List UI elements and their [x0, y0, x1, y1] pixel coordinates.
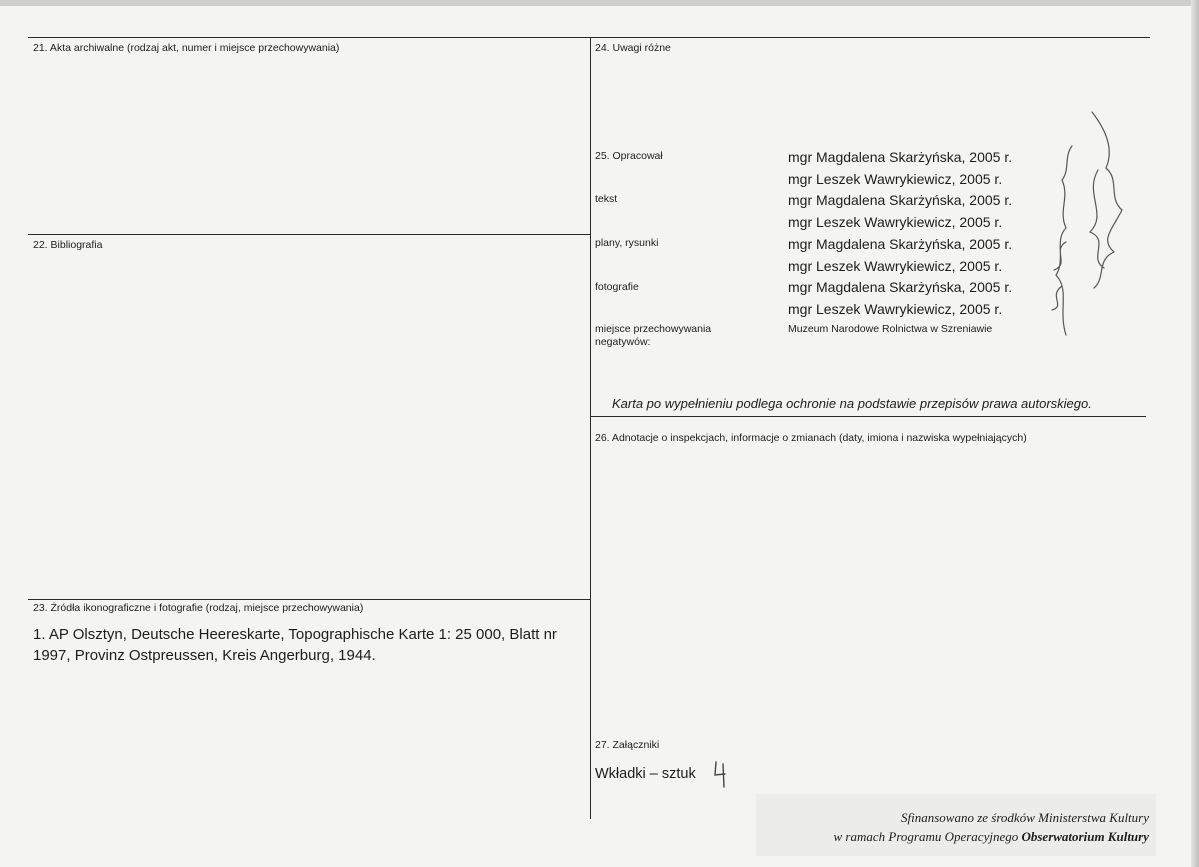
top-rule	[28, 37, 1150, 38]
copyright-note: Karta po wypełnieniu podlega ochronie na podstawie przepisów prawa autorskiego.	[612, 396, 1092, 411]
scan-edge-top	[0, 0, 1199, 6]
handwritten-count-4	[712, 760, 728, 788]
author-name: mgr Magdalena Skarżyńska, 2005 r.	[788, 279, 1013, 295]
handwritten-signature	[1036, 110, 1128, 340]
author-name: mgr Magdalena Skarżyńska, 2005 r.	[788, 149, 1013, 165]
author-name: mgr Leszek Wawrykiewicz, 2005 r.	[788, 301, 1003, 317]
author-name: mgr Magdalena Skarżyńska, 2005 r.	[788, 236, 1013, 252]
tekst-label: tekst	[595, 193, 618, 205]
section-27-label: 27. Załączniki	[595, 739, 660, 751]
section-26-label: 26. Adnotacje o inspekcjach, informacje o zmianach (daty, imiona i nazwiska wypełniających)	[595, 432, 1027, 444]
author-name: mgr Magdalena Skarżyńska, 2005 r.	[788, 192, 1013, 208]
section-24-label: 24. Uwagi różne	[595, 42, 671, 54]
negatywy-label: negatywów:	[595, 336, 651, 348]
footer-line-2-prefix: w ramach Programu Operacyjnego	[833, 829, 1022, 844]
scan-edge-right	[1191, 0, 1199, 867]
plany-label: plany, rysunki	[595, 237, 659, 249]
section-21-label: 21. Akta archiwalne (rodzaj akt, numer i miejsce przechowywania)	[33, 42, 340, 54]
section-25-label: 25. Opracował	[595, 150, 663, 162]
author-name: mgr Leszek Wawrykiewicz, 2005 r.	[788, 258, 1003, 274]
center-divider	[590, 37, 591, 819]
footer-line-2	[833, 829, 1149, 845]
rule-section-23	[28, 599, 590, 600]
footer-line-2-bold: Obserwatorium Kultury	[1021, 829, 1149, 844]
footer-line-1: Sfinansowano ze środków Ministerstwa Kultury	[901, 810, 1149, 825]
wkladki-text: Wkładki – sztuk	[595, 766, 696, 782]
rule-section-22	[28, 234, 590, 235]
author-name: mgr Leszek Wawrykiewicz, 2005 r.	[788, 214, 1003, 230]
section-23-entry-line-1: 1. AP Olsztyn, Deutsche Heereskarte, Topographische Karte 1: 25 000, Blatt nr	[33, 626, 557, 643]
negatywy-label: miejsce przechowywania	[595, 323, 712, 335]
rule-section-26	[590, 416, 1146, 417]
author-name: mgr Leszek Wawrykiewicz, 2005 r.	[788, 171, 1003, 187]
section-23-label: 23. Źródła ikonograficzne i fotografie (rodzaj, miejsce przechowywania)	[33, 602, 364, 614]
section-23-entry-line-2: 1997, Provinz Ostpreussen, Kreis Angerburg, 1944.	[33, 647, 376, 664]
section-22-label: 22. Bibliografia	[33, 239, 103, 251]
negatywy-location: Muzeum Narodowe Rolnictwa w Szreniawie	[788, 323, 993, 335]
fotografie-label: fotografie	[595, 281, 639, 293]
